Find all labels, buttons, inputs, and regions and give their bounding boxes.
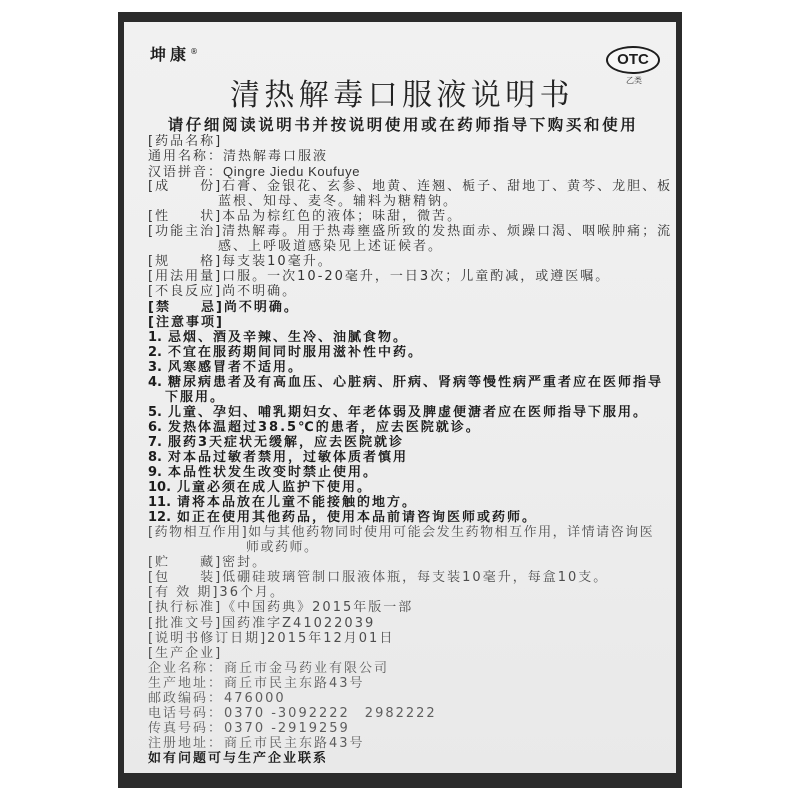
otc-label: OTC (617, 51, 649, 68)
item-text: 服药3天症状无缓解，应去医院就诊 (167, 434, 405, 450)
item-number: 7. (148, 434, 162, 450)
section-label: [规 格] (148, 254, 223, 270)
field-value: 0370 -3092222 2982222 (224, 705, 437, 721)
section-label: [药品名称] (148, 134, 223, 149)
ingredients-continuation: 蓝根、知母、麦冬。辅料为糖精钠。 (218, 194, 459, 210)
section-expiry (148, 585, 676, 600)
precaution-item (148, 420, 676, 435)
section-specification (148, 254, 676, 269)
section-label: [成 份] (148, 179, 223, 195)
section-packaging (148, 570, 676, 585)
section-label: [说明书修订日期] (148, 630, 268, 646)
section-label: [贮 藏] (148, 555, 223, 571)
field-label: 注册地址： (148, 735, 224, 751)
precaution-item (148, 375, 676, 390)
item-number: 10. (148, 480, 172, 496)
precaution-item (148, 345, 676, 360)
field-value: 0370 -2919259 (224, 720, 350, 736)
field-label: 企业名称： (148, 660, 224, 676)
item-text: 糖尿病患者及有高血压、心脏病、肝病、肾病等慢性病严重者应在医师指导 (167, 374, 663, 390)
section-manufacturer (148, 646, 676, 661)
precaution-item (148, 480, 676, 495)
section-label: [注意事项] (148, 314, 224, 330)
section-interactions (148, 525, 676, 540)
interactions-continuation: 师或药师。 (246, 540, 319, 556)
description-text: 本品为棕红色的液体；味甜，微苦。 (222, 209, 463, 225)
item-text: 风寒感冒者不适用。 (167, 359, 303, 375)
field-value: 商丘市金马药业有限公司 (224, 660, 390, 676)
section-approval (148, 616, 676, 631)
otc-badge (606, 46, 660, 74)
section-description (148, 209, 676, 224)
manufacturer-field (148, 721, 676, 736)
field-label: 生产地址： (148, 675, 224, 691)
brand-logo (150, 45, 198, 65)
section-label: [性 状] (148, 209, 223, 225)
field-label: 传真号码： (148, 720, 224, 736)
item-text: 不宜在服药期间同时服用滋补性中药。 (167, 344, 423, 360)
document-title: 清热解毒口服液说明书 (230, 78, 574, 113)
section-revision-date (148, 631, 676, 646)
pinyin-name: Qingre Jiedu Koufuye (223, 164, 361, 180)
item-text: 儿童、孕妇、哺乳期妇女、年老体弱及脾虚便溏者应在医师指导下服用。 (167, 404, 648, 420)
section-precautions (148, 315, 676, 330)
item-number: 9. (148, 465, 162, 481)
generic-name: 清热解毒口服液 (223, 149, 329, 165)
adverse-reactions-text: 尚不明确。 (222, 284, 298, 300)
precaution-item (148, 435, 676, 450)
contact-footer: 如有问题可与生产企业联系 (148, 750, 329, 766)
otc-category: 乙类 (626, 76, 642, 85)
precaution-item-continuation: 下服用。 (165, 389, 226, 405)
section-standard (148, 600, 676, 615)
pinyin-row (148, 164, 676, 179)
standard-text: 《中国药典》2015年版一部 (222, 600, 414, 616)
item-number: 4. (148, 374, 162, 390)
item-number: 12. (148, 510, 172, 526)
section-label: [用法用量] (148, 269, 223, 285)
item-text: 儿童必须在成人监护下使用。 (177, 480, 373, 496)
item-text: 本品性状发生改变时禁止使用。 (167, 465, 378, 481)
manufacturer-field (148, 736, 676, 751)
field-label: 邮政编码： (148, 690, 224, 706)
section-dosage (148, 269, 676, 284)
expiry-text: 36个月。 (219, 585, 285, 601)
item-text: 忌烟、酒及辛辣、生冷、油腻食物。 (167, 329, 408, 345)
manufacturer-field (148, 706, 676, 721)
precaution-item (148, 465, 676, 480)
precaution-item (148, 450, 676, 465)
field-value: 商丘市民主东路43号 (224, 735, 365, 751)
section-label: [禁 忌] (148, 299, 224, 315)
indications-text: 清热解毒。用于热毒壅盛所致的发热面赤、烦躁口渴、咽喉肿痛；流 (222, 224, 673, 240)
section-label: [不良反应] (148, 284, 223, 300)
section-label: [有 效 期] (148, 585, 220, 601)
section-label: [功能主治] (148, 224, 223, 240)
item-number: 11. (148, 495, 172, 511)
item-number: 8. (148, 449, 162, 465)
generic-name-row (148, 149, 676, 164)
revision-date-text: 2015年12月01日 (267, 630, 395, 646)
section-indications (148, 224, 676, 239)
section-label: [包 装] (148, 570, 223, 586)
item-number: 6. (148, 419, 162, 435)
precaution-item (148, 495, 676, 510)
manufacturer-field (148, 661, 676, 676)
specification-text: 每支装10毫升。 (222, 254, 333, 270)
section-label: [执行标准] (148, 600, 223, 616)
item-text: 对本品过敏者禁用，过敏体质者慎用 (167, 449, 408, 465)
precaution-item (148, 360, 676, 375)
field-label: 通用名称： (148, 149, 224, 165)
storage-text: 密封。 (222, 555, 268, 571)
item-number: 2. (148, 344, 162, 360)
manufacturer-field (148, 691, 676, 706)
interactions-text: 如与其他药物同时使用可能会发生药物相互作用，详情请咨询医 (248, 525, 655, 541)
section-label: [批准文号] (148, 615, 223, 631)
field-label: 电话号码： (148, 705, 224, 721)
section-label: [药物相互作用] (148, 525, 249, 541)
brand-name: 坤康 (150, 45, 191, 64)
item-text: 如正在使用其他药品，使用本品前请咨询医师或药师。 (177, 510, 538, 526)
item-number: 5. (148, 404, 162, 420)
item-text: 请将本品放在儿童不能接触的地方。 (177, 495, 418, 511)
section-contraindications (148, 300, 676, 315)
item-number: 1. (148, 329, 162, 345)
precaution-item (148, 405, 676, 420)
item-text: 发热体温超过38.5℃的患者，应去医院就诊。 (167, 419, 481, 435)
section-drug-name (148, 134, 676, 149)
field-label: 汉语拼音： (148, 165, 224, 180)
section-ingredients (148, 179, 676, 194)
section-label: [生产企业] (148, 645, 223, 661)
precaution-item (148, 330, 676, 345)
ingredients-text: 石膏、金银花、玄参、地黄、连翘、栀子、甜地丁、黄芩、龙胆、板 (222, 179, 673, 195)
packaging-text: 低硼硅玻璃管制口服液体瓶，每支装10毫升，每盒10支。 (222, 570, 609, 586)
field-value: 商丘市民主东路43号 (224, 675, 365, 691)
item-number: 3. (148, 359, 162, 375)
precaution-item (148, 510, 676, 525)
approval-number: 国药准字Z41022039 (222, 615, 376, 631)
reading-notice: 请仔细阅读说明书并按说明使用或在药师指导下购买和使用 (167, 116, 639, 134)
indications-continuation: 感、上呼吸道感染见上述证候者。 (218, 239, 444, 255)
dosage-text: 口服。一次10-20毫升，一日3次；儿童酌减，或遵医嘱。 (222, 269, 611, 285)
section-adverse-reactions (148, 284, 676, 299)
manufacturer-field (148, 676, 676, 691)
leaflet-body (148, 134, 676, 766)
field-value: 476000 (224, 690, 286, 706)
registered-mark: ® (190, 47, 199, 56)
section-storage (148, 555, 676, 570)
contraindications-text: 尚不明确。 (223, 299, 299, 315)
